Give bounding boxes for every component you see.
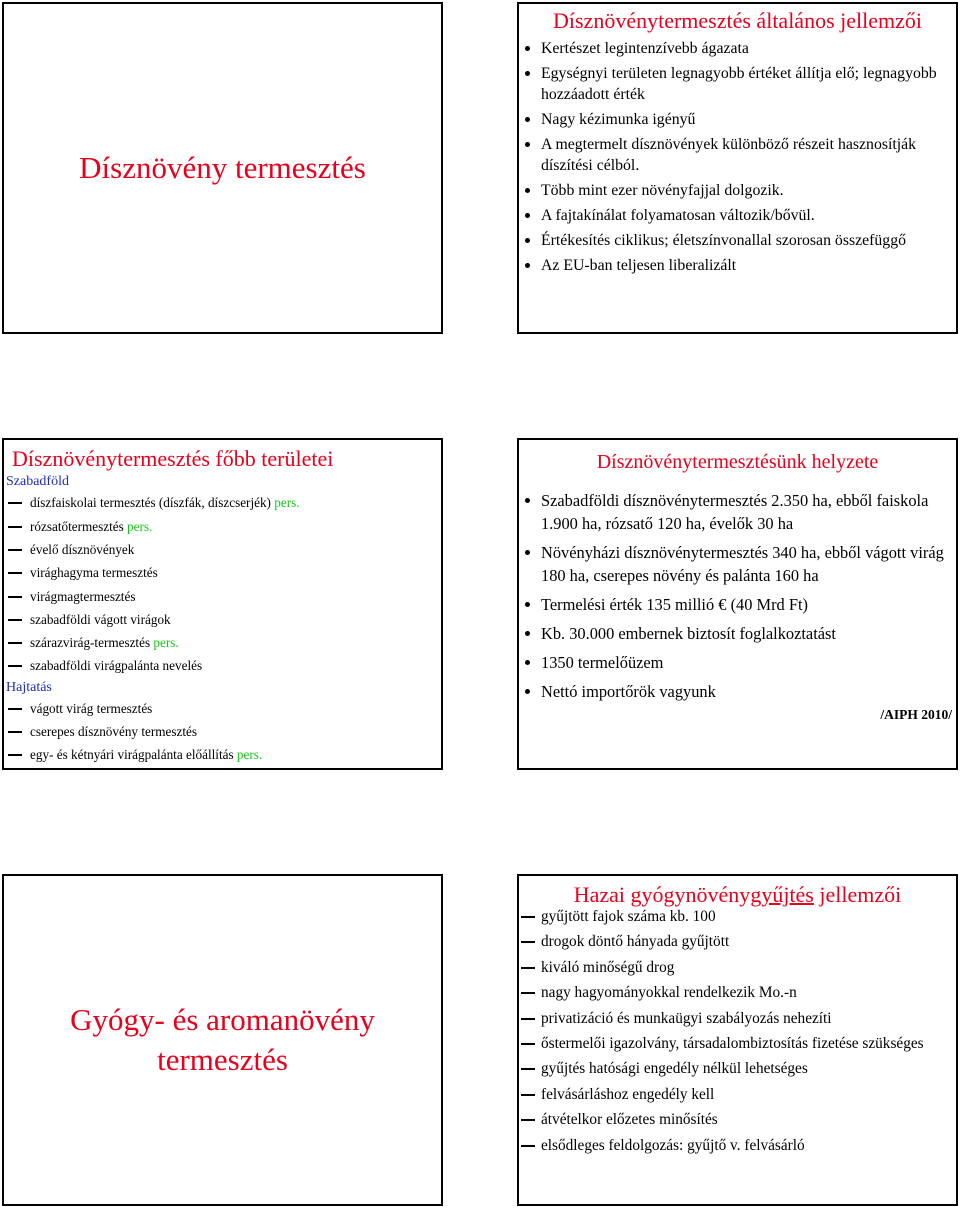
bullet-item: Több mint ezer növényfajjal dolgozik. bbox=[521, 180, 948, 201]
slide-3-title: Dísznövénytermesztés főbb területei bbox=[12, 446, 334, 471]
dash-item: virágmagtermesztés bbox=[6, 585, 441, 608]
slide-herb-collection bbox=[517, 874, 958, 1206]
dash-item: privatizáció és munkaügyi szabályozás nehezíti bbox=[519, 1008, 956, 1029]
dash-item: gyűjtött fajok száma kb. 100 bbox=[519, 906, 956, 927]
dash-item: átvételkor előzetes minősítés bbox=[519, 1109, 956, 1130]
bullet-item: Szabadföldi dísznövénytermesztés 2.350 ha, ebből faiskola 1.900 ha, rózsatő 120 ha, évelők 30 ha bbox=[521, 489, 952, 535]
bullet-item: Értékesítés ciklikus; életszínvonallal szorosan összefüggő bbox=[521, 230, 948, 251]
slide-main-areas bbox=[2, 438, 443, 770]
slide-title-disznoveny bbox=[2, 2, 443, 334]
bullet-item: Termelési érték 135 millió € (40 Mrd Ft) bbox=[521, 593, 952, 616]
dash-item: drogok döntő hányada gyűjtött bbox=[519, 931, 956, 952]
slide-4-title: Dísznövénytermesztésünk helyzete bbox=[596, 451, 879, 473]
slide-1-title: Dísznövény termesztés bbox=[79, 149, 366, 185]
bullet-item: A megtermelt dísznövények különböző részeit hasznosítják díszítési célból. bbox=[521, 134, 948, 176]
dash-item: cserepes dísznövény termesztés bbox=[6, 720, 441, 743]
slide-6-title: Hazai gyógynövénygyűjtés jellemzői bbox=[573, 882, 902, 907]
bullet-item: A fajtakínálat folyamatosan változik/bővül. bbox=[521, 205, 948, 226]
dash-list-hajtatas bbox=[6, 697, 441, 767]
dash-item: díszfaiskolai termesztés (díszfák, díszcserjék) pers. bbox=[6, 491, 441, 514]
dash-list-szabadfold bbox=[6, 491, 441, 677]
slide-2-title: Dísznövénytermesztés általános jellemzői bbox=[553, 8, 922, 33]
slide-current-situation bbox=[517, 438, 958, 770]
dash-item: szárazvirág-termesztés pers. bbox=[6, 631, 441, 654]
bullet-item: Növényházi dísznövénytermesztés 340 ha, ebből vágott virág 180 ha, cserepes növény és palánta 160 ha bbox=[521, 541, 952, 587]
slide-title-gyogynoveny bbox=[2, 874, 443, 1206]
dash-item: rózsatőtermesztés pers. bbox=[6, 515, 441, 538]
dash-item: virághagyma termesztés bbox=[6, 561, 441, 584]
dash-item: évelő dísznövények bbox=[6, 538, 441, 561]
dash-list bbox=[519, 906, 956, 1156]
bullet-item: Kb. 30.000 embernek biztosít foglalkoztatást bbox=[521, 622, 952, 645]
slide-general-characteristics bbox=[517, 2, 958, 334]
pers-note: pers. bbox=[274, 495, 300, 511]
dash-item: szabadföldi virágpalánta nevelés bbox=[6, 654, 441, 677]
bullet-list bbox=[519, 489, 956, 703]
pers-note: pers. bbox=[127, 518, 153, 534]
bullet-item: 1350 termelőüzem bbox=[521, 651, 952, 674]
section-heading-szabadfold: Szabadföld bbox=[6, 474, 69, 490]
dash-item: felvásárláshoz engedély kell bbox=[519, 1084, 956, 1105]
dash-item: kiváló minőségű drog bbox=[519, 957, 956, 978]
dash-item: szabadföldi vágott virágok bbox=[6, 608, 441, 631]
dash-item: őstermelői igazolvány, társadalombiztosítás fizetése szükséges bbox=[519, 1033, 956, 1054]
dash-item: elsődleges feldolgozás: gyűjtő v. felvásárló bbox=[519, 1135, 956, 1156]
bullet-item: Az EU-ban teljesen liberalizált bbox=[521, 255, 948, 276]
bullet-item: Kertészet legintenzívebb ágazata bbox=[521, 38, 948, 59]
bullet-item: Nettó importőrök vagyunk bbox=[521, 680, 952, 703]
dash-item: egy- és kétnyári virágpalánta előállítás pers. bbox=[6, 743, 441, 766]
pers-note: pers. bbox=[153, 635, 179, 651]
bullet-list bbox=[519, 38, 956, 276]
pers-note: pers. bbox=[236, 747, 263, 763]
bullet-item: Nagy kézimunka igényű bbox=[521, 109, 948, 130]
dash-item: vágott virág termesztés bbox=[6, 697, 441, 720]
source-citation: /AIPH 2010/ bbox=[880, 707, 952, 722]
dash-item: nagy hagyományokkal rendelkezik Mo.-n bbox=[519, 982, 956, 1003]
bullet-item: Egységnyi területen legnagyobb értéket állítja elő; legnagyobb hozzáadott érték bbox=[521, 63, 948, 105]
section-heading-hajtatas: Hajtatás bbox=[6, 679, 52, 695]
dash-item: gyűjtés hatósági engedély nélkül lehetséges bbox=[519, 1058, 956, 1079]
slide-5-title: Gyógy- és aromanövény termesztés bbox=[70, 1001, 375, 1077]
